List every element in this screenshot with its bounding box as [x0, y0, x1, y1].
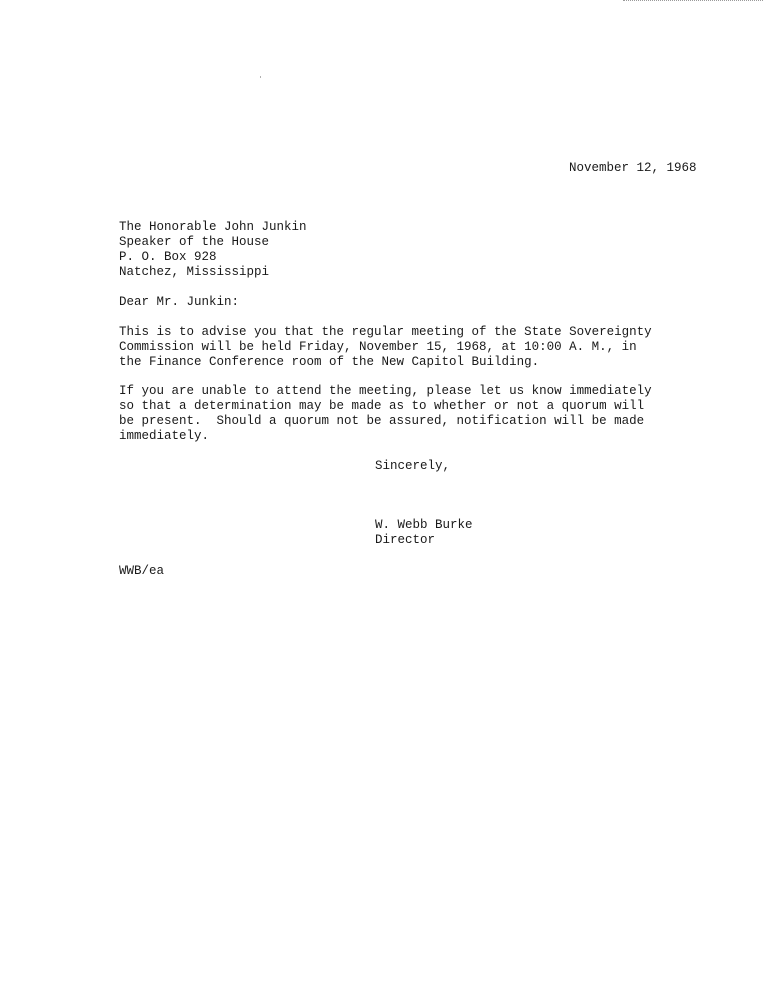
body-paragraph-2 [119, 384, 652, 444]
recipient-line: P. O. Box 928 [119, 250, 217, 264]
body-paragraph-1 [119, 325, 652, 370]
letter-date: November 12, 1968 [569, 161, 697, 175]
signature-block [375, 518, 473, 548]
paragraph-line: This is to advise you that the regular meeting of the State Sovereignty [119, 325, 652, 339]
recipient-line: Speaker of the House [119, 235, 270, 249]
paragraph-line: immediately. [119, 429, 210, 443]
reference-initials: WWB/ea [119, 564, 165, 578]
recipient-address [119, 220, 307, 280]
page-edge-mark [623, 0, 763, 1]
paragraph-line: If you are unable to attend the meeting, please let us know immediately [119, 384, 652, 398]
paragraph-line: be present. Should a quorum not be assured, notification will be made [119, 414, 645, 428]
recipient-line: Natchez, Mississippi [119, 265, 270, 279]
scan-speck [260, 76, 261, 78]
closing [375, 459, 450, 474]
signer-name: W. Webb Burke [375, 518, 473, 532]
recipient-line: The Honorable John Junkin [119, 220, 307, 234]
signer-title: Director [375, 533, 436, 547]
paragraph-line: Commission will be held Friday, November 15, 1968, at 10:00 A. M., in [119, 340, 637, 354]
closing-text: Sincerely, [375, 459, 451, 473]
salutation [119, 295, 239, 310]
salutation-text: Dear Mr. Junkin: [119, 295, 240, 309]
paragraph-line: the Finance Conference room of the New Capitol Building. [119, 355, 540, 369]
paragraph-line: so that a determination may be made as to whether or not a quorum will [119, 399, 645, 413]
